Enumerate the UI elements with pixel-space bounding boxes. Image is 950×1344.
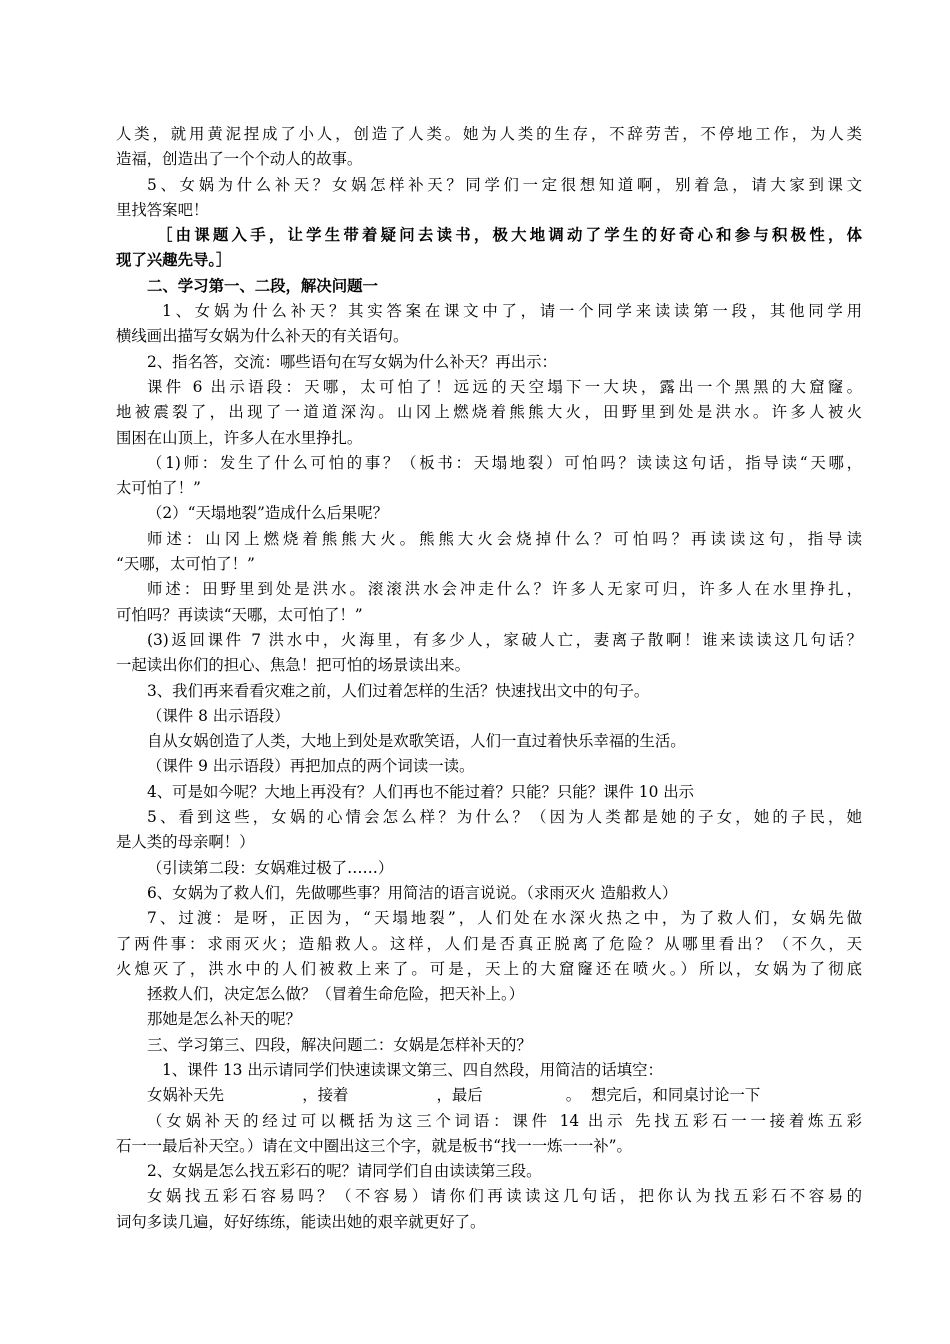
fill-in-blank-line: 女娲补天先 ，接着 ，最后 。 想完后，和同桌讨论一下 bbox=[147, 1086, 761, 1105]
text-line: 7、过渡：是呀，正因为，“天塌地裂”，人们处在水深火热之中，为了救人们，女娲先做 bbox=[147, 909, 862, 928]
text-line: 造福，创造出了一个个动人的故事。 bbox=[116, 150, 363, 169]
text-line: 一起读出你们的担心、焦急！把可怕的场景读出来。 bbox=[116, 656, 470, 675]
text-line: （课件 9 出示语段）再把加点的两个词读一读。 bbox=[147, 757, 475, 776]
text-line: 人类，就用黄泥捏成了小人，创造了人类。她为人类的生存，不辞劳苦，不停地工作，为人类 bbox=[116, 125, 862, 143]
text-line: 1、女娲为什么补天？其实答案在课文中了，请一个同学来读读第一段，其他同学用 bbox=[162, 302, 862, 321]
text-line: 2、指名答，交流：哪些语句在写女娲为什么补天？再出示： bbox=[147, 352, 557, 371]
text-line: 师述：山冈上燃烧着熊熊大火。熊熊大火会烧掉什么？可怕吗？再读读这句，指导读 bbox=[147, 529, 862, 548]
text-line: （1)师：发生了什么可怕的事？（板书：天塌地裂）可怕吗？读读这句话，指导读“天哪， bbox=[147, 453, 862, 472]
text-line: （引读第二段：女娲难过极了……） bbox=[147, 858, 394, 877]
text-line: 火熄灭了，洪水中的人们被救上来了。可是，天上的大窟窿还在喷火。）所以，女娲为了彻底 bbox=[116, 959, 862, 978]
text-line: 横线画出描写女娲为什么补天的有关语句。 bbox=[116, 327, 409, 346]
document-page bbox=[116, 122, 862, 1235]
bold-comment-line: 现了兴趣先导。］ bbox=[116, 251, 232, 270]
text-line: 师述：田野里到处是洪水。滚滚洪水会冲走什么？许多人无家可归，许多人在水里挣扎， bbox=[147, 580, 862, 599]
text-line: 太可怕了！” bbox=[116, 479, 201, 498]
text-line: “天哪，太可怕了！” bbox=[116, 555, 255, 574]
text-line: 女娲找五彩石容易吗？（不容易）请你们再读读这几句话，把你认为找五彩石不容易的 bbox=[147, 1187, 862, 1206]
text-line: 6、女娲为了救人们，先做哪些事？用简洁的语言说说。（求雨灭火 造船救人） bbox=[147, 883, 678, 902]
text-line: 3、我们再来看看灾难之前，人们过着怎样的生活？快速找出文中的句子。 bbox=[147, 681, 650, 700]
text-line: （2）“天塌地裂”造成什么后果呢？ bbox=[147, 504, 388, 523]
text-line: 2、女娲是怎么找五彩石的呢？请同学们自由读读第三段。 bbox=[147, 1162, 542, 1181]
text-line: 可怕吗？再读读“天哪，太可怕了！” bbox=[116, 605, 363, 624]
text-line: (3)返回课件 7 洪水中，火海里，有多少人，家破人亡，妻离子散啊！谁来读读这几句话？ bbox=[147, 630, 862, 649]
text-line: 了两件事：求雨灭火；造船救人。这样，人们是否真正脱离了危险？从哪里看出？（不久，天 bbox=[116, 934, 862, 953]
text-line: 是人类的母亲啊！） bbox=[116, 833, 255, 852]
bold-comment-line: ［由课题入手，让学生带着疑问去读书，极大地调动了学生的好奇心和参与积极性，体 bbox=[157, 226, 862, 245]
section-heading: 二、学习第一、二段，解决问题一 bbox=[147, 276, 378, 295]
text-line: 5、看到这些，女娲的心情会怎么样？为什么？（因为人类都是她的子女，她的子民，她 bbox=[147, 808, 862, 827]
section-heading: 三、学习第三、四段，解决问题二：女娲是怎样补天的？ bbox=[147, 1035, 532, 1054]
text-line: 5、女娲为什么补天？女娲怎样补天？同学们一定很想知道啊，别着急，请大家到课文 bbox=[147, 175, 862, 194]
text-line: 自从女娲创造了人类，大地上到处是欢歌笑语，人们一直过着快乐幸福的生活。 bbox=[147, 732, 686, 751]
text-line: 石一一最后补天空。）请在文中圈出这三个字，就是板书“找一一炼一一补”。 bbox=[116, 1136, 632, 1155]
text-line: 里找答案吧！ bbox=[116, 200, 209, 219]
text-line: 拯救人们，决定怎么做？（冒着生命危险，把天补上。） bbox=[147, 985, 525, 1004]
text-line: 地被震裂了，出现了一道道深沟。山冈上燃烧着熊熊大火，田野里到处是洪水。许多人被火 bbox=[116, 403, 862, 422]
text-line: 4、可是如今呢？大地上再没有？人们再也不能过着？只能？只能？课件 10 出示 bbox=[147, 782, 695, 801]
text-line: 那她是怎么补天的呢？ bbox=[147, 1010, 301, 1029]
text-line: 课件 6 出示语段：天哪，太可怕了！远远的天空塌下一大块，露出一个黑黑的大窟窿。 bbox=[147, 377, 862, 396]
text-line: 围困在山顶上，许多人在水里挣扎。 bbox=[116, 428, 363, 447]
text-line: 词句多读几遍，好好练练，能读出她的艰辛就更好了。 bbox=[116, 1212, 486, 1231]
text-line: 1、课件 13 出示请同学们快速读课文第三、四自然段，用简洁的话填空： bbox=[162, 1060, 663, 1079]
text-line: （课件 8 出示语段） bbox=[147, 706, 290, 725]
text-line: （女娲补天的经过可以概括为这三个词语：课件 14 出示 先找五彩石一一接着炼五彩 bbox=[147, 1111, 862, 1130]
